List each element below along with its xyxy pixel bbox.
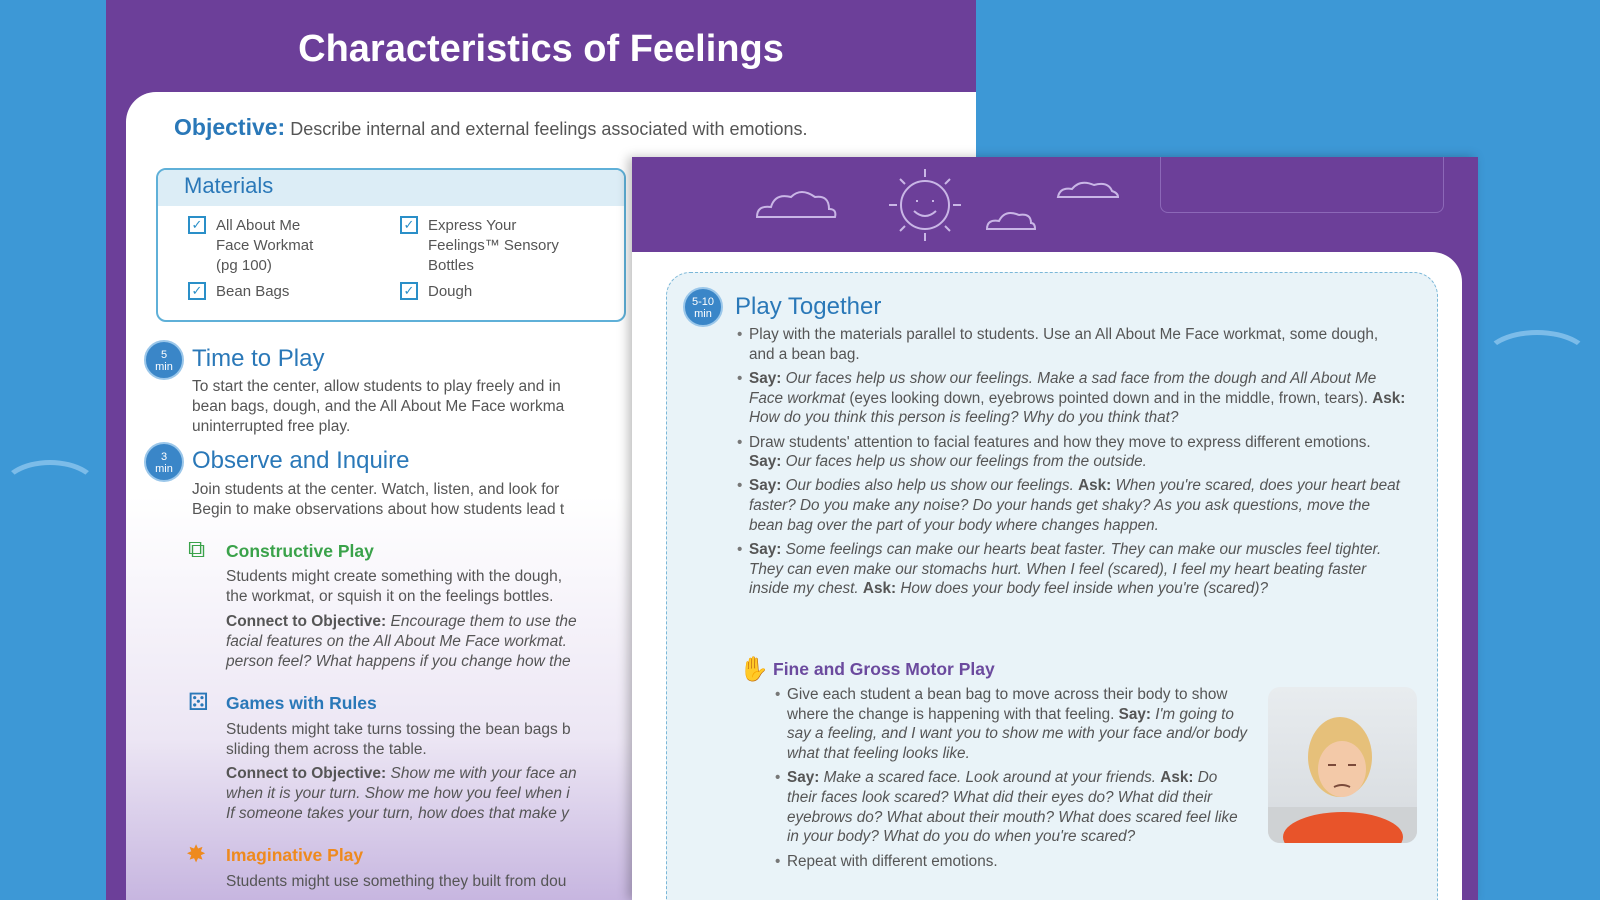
list-item [737, 369, 1407, 428]
checkbox-icon: ✓ [400, 216, 418, 234]
material-item [191, 216, 314, 276]
item-text: Give each student a bean bag to move across their body to show where the change is happening with that feeling. [787, 686, 1228, 723]
subsection-text: Students might use something they built from dou [226, 873, 567, 890]
checkbox-icon: ✓ [400, 282, 418, 300]
list-item [775, 852, 1250, 872]
text: when it is your turn. Show me how you feel when i [226, 785, 570, 802]
text: Express Your [428, 217, 517, 234]
text: Join students at the center. Watch, listen, and look for [192, 481, 560, 498]
list-item [737, 476, 1407, 535]
item-text: Do their faces look scared? What did their eyes do? What did their eyebrows do? What about their mouth? What does scared feel like in your body? What do you do when you're scared? [787, 769, 1238, 846]
text: min [155, 361, 173, 373]
item-text: Draw students' attention to facial features and how they move to express different emotions. [749, 433, 1371, 451]
text: sliding them across the table. [226, 741, 427, 758]
text: bean bags, dough, and the All About Me Face workma [192, 398, 565, 415]
prompt-label: Ask: [1160, 769, 1198, 787]
section-title: Time to Play [192, 345, 325, 372]
prompt-label: Ask: [1078, 477, 1116, 495]
motor-play-list [775, 685, 1250, 876]
prompt-label: Say: [1118, 705, 1156, 723]
text: 5-10 [691, 296, 715, 308]
item-text: I'm going to say a feeling, and I want you to show me with your face and/or body what that feeling looks like. [787, 705, 1248, 763]
text: Face Workmat [216, 237, 314, 254]
subsection-title: Games with Rules [226, 693, 377, 713]
sun-clouds-illustration [742, 157, 1162, 252]
prompt-label: Say: [749, 477, 786, 495]
prompt-label: Say: [787, 769, 824, 787]
item-text: (eyes looking down, eyebrows pointed down and in the middle, frown, tears). [849, 389, 1373, 407]
child-scared-image [1268, 687, 1417, 843]
sparkle-icon: ✸ [186, 841, 207, 868]
section-title: Observe and Inquire [192, 447, 410, 474]
text: 3 [160, 451, 168, 463]
page-body [632, 252, 1462, 900]
text: All About Me [216, 217, 301, 234]
subsection-text [226, 720, 571, 760]
connect-text [226, 612, 577, 672]
prompt-label: Say: [749, 541, 786, 559]
prompt-label: Say: [749, 453, 786, 471]
subsection-text [226, 567, 562, 607]
background-swoosh [1482, 330, 1592, 390]
item-text: Repeat with different emotions. [787, 852, 998, 870]
timer-icon [683, 287, 723, 327]
materials-box [156, 168, 626, 322]
play-together-list [737, 325, 1407, 604]
text: Show me with your face an [390, 765, 577, 782]
text: Feelings™ Sensory [428, 237, 559, 254]
item-text: Our faces help us show our feelings. Make a sad face from the dough and All About Me Face workmat [749, 369, 1377, 407]
header-box [1160, 157, 1444, 213]
text: Bottles [428, 257, 474, 274]
checkbox-icon: ✓ [188, 216, 206, 234]
subsection-title: Constructive Play [226, 541, 374, 561]
item-text: Some feelings can make our hearts beat faster. They can make our muscles feel tighter. They can even make our stomachs hurt. When I feel (scared), I feel my heart beating faster inside my chest. [749, 541, 1382, 598]
text: uninterrupted free play. [192, 418, 351, 435]
shapes-icon: ⧉ [188, 536, 206, 563]
text: the workmat, or squish it on the feelings bottles. [226, 588, 554, 605]
item-text: How does your body feel inside when you're (scared)? [900, 580, 1269, 598]
objective-text: Describe internal and external feelings associated with emotions. [290, 119, 808, 139]
page-title: Characteristics of Feelings [298, 28, 784, 70]
text: (pg 100) [216, 257, 272, 274]
item-text: When you're scared, does your heart beat faster? Do you make any noise? Do your hands get shaky? As you ask questions, move the bean bag over the part of your body where changes happen. [749, 477, 1400, 534]
connect-text [226, 764, 577, 824]
materials-title: Materials [158, 170, 624, 206]
list-item [737, 325, 1407, 364]
text: person feel? What happens if you change how the [226, 653, 571, 670]
timer-icon [144, 340, 184, 380]
list-item [775, 768, 1250, 847]
list-item [737, 540, 1407, 599]
text: If someone takes your turn, how does that make y [226, 805, 569, 822]
text: Connect to Objective: [226, 765, 387, 782]
prompt-label: Ask: [1372, 389, 1406, 407]
lesson-page-right [632, 157, 1478, 900]
material-item [191, 282, 290, 302]
text: Connect to Objective: [226, 613, 387, 630]
material-item [403, 216, 559, 276]
text: Students might create something with the dough, [226, 568, 563, 585]
list-item [737, 433, 1407, 472]
text: Dough [428, 283, 473, 300]
checkbox-icon: ✓ [188, 282, 206, 300]
subsection-title: Imaginative Play [226, 845, 364, 865]
item-text: Our bodies also help us show our feelings. [785, 477, 1079, 495]
list-item [775, 685, 1250, 764]
item-text: Our faces help us show our feelings from the outside. [785, 453, 1147, 471]
child-photo [1268, 687, 1417, 843]
section-text [192, 480, 564, 520]
text: Encourage them to use the [390, 613, 577, 630]
item-text: How do you think this person is feeling? Why do you think that? [749, 409, 1179, 427]
timer-icon [144, 442, 184, 482]
prompt-label: Say: [749, 369, 786, 387]
text: min [694, 308, 712, 320]
section-title: Play Together [735, 293, 882, 320]
text: 5 [160, 349, 168, 361]
item-text: Make a scared face. Look around at your friends. [823, 769, 1161, 787]
text: min [155, 463, 173, 475]
prompt-label: Ask: [862, 580, 901, 598]
text: Bean Bags [216, 283, 290, 300]
text: Students might take turns tossing the bean bags b [226, 721, 571, 738]
text: To start the center, allow students to play freely and in [192, 378, 561, 395]
subsection-title: Fine and Gross Motor Play [773, 659, 995, 679]
text: Begin to make observations about how students lead t [192, 501, 565, 518]
section-text [192, 377, 564, 437]
objective-label: Objective: [174, 114, 286, 140]
objective [174, 114, 808, 141]
material-item [403, 282, 473, 302]
background-swoosh [0, 460, 100, 520]
play-together-card [666, 272, 1438, 900]
dice-icon: ⚄ [188, 689, 209, 716]
hand-icon: ✋ [739, 656, 769, 683]
text: facial features on the All About Me Face workmat. [226, 633, 567, 650]
item-text: Play with the materials parallel to students. Use an All About Me Face workmat, some dough, and a bean bag. [749, 326, 1379, 363]
